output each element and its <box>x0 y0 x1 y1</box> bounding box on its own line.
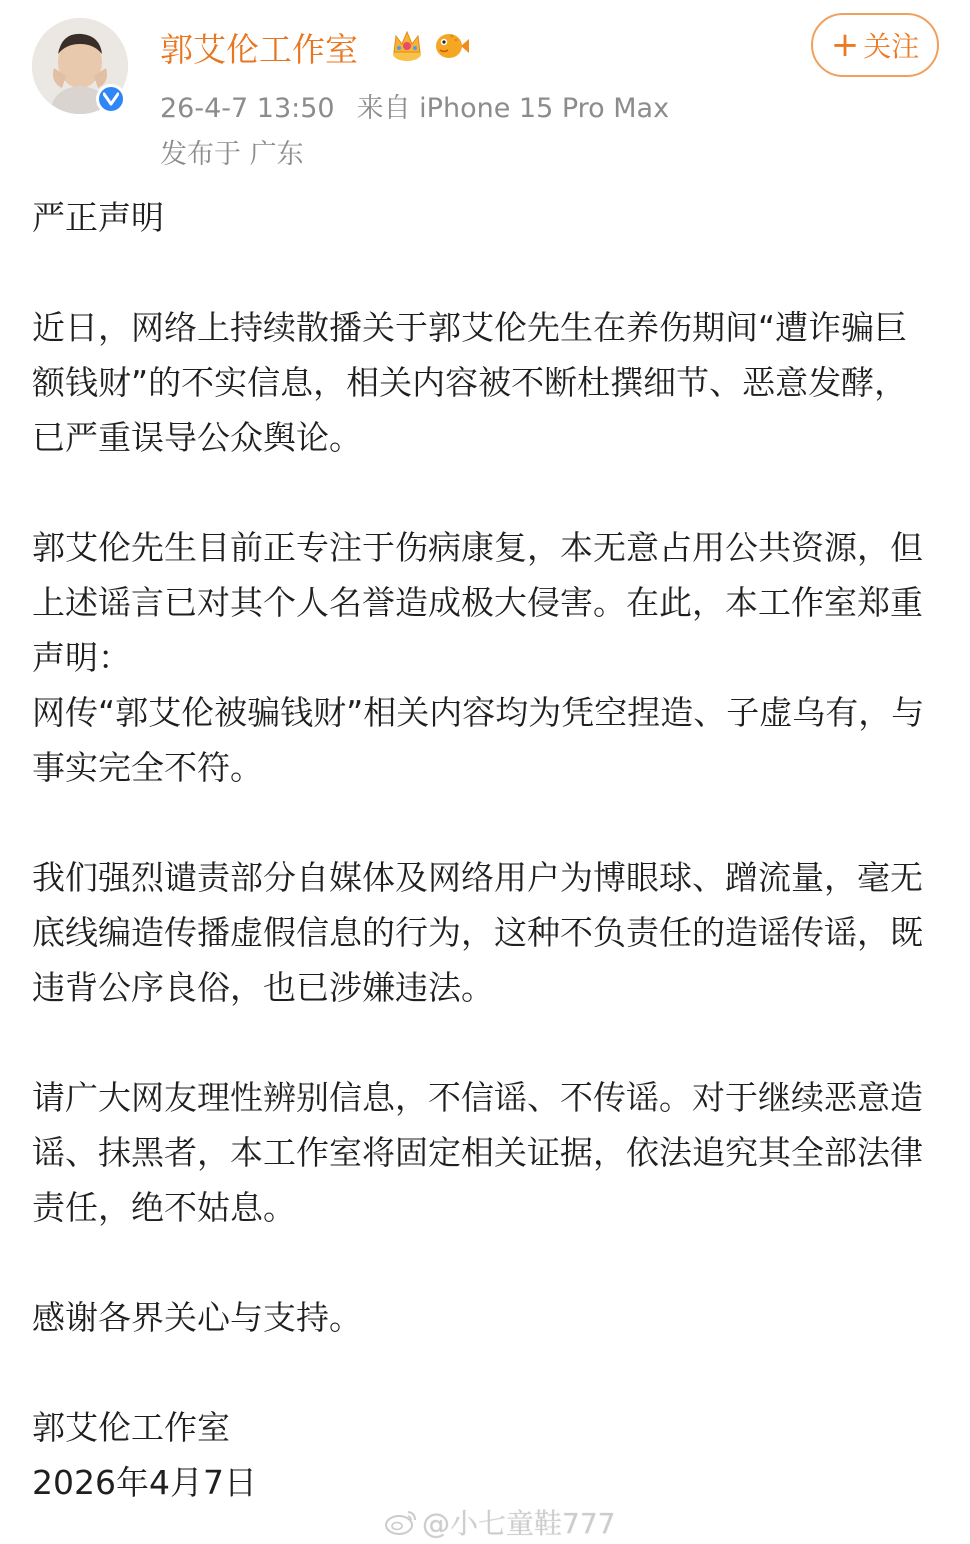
paragraph-2: 郭艾伦先生目前正专注于伤病康复，本无意占用公共资源，但上述谣言已对其个人名誉造成极大侵害。在此，本工作室郑重声明： <box>32 528 923 677</box>
verified-v-icon <box>103 92 119 106</box>
paragraph-1: 近日，网络上持续散播关于郭艾伦先生在养伤期间“遭诈骗巨额钱财”的不实信息，相关内容被不断杜撰细节、恶意发酵，已严重误导公众舆论。 <box>32 308 908 457</box>
follow-label: 关注 <box>863 30 920 63</box>
pufferfish-icon[interactable] <box>432 26 470 64</box>
post-timestamp: 26-4-7 13:50 <box>160 93 335 124</box>
post-header <box>0 0 970 180</box>
signature: 郭艾伦工作室 <box>32 1408 230 1447</box>
crown-icon[interactable] <box>388 26 426 64</box>
author-name[interactable]: 郭艾伦工作室 <box>160 30 358 69</box>
post-location: 发布于 广东 <box>160 139 304 170</box>
post-body <box>32 190 932 1510</box>
plus-icon: + <box>830 25 860 65</box>
watermark <box>384 1502 615 1543</box>
signature-date: 2026年4月7日 <box>32 1463 257 1502</box>
weibo-logo-icon <box>384 1508 418 1543</box>
post-source: 来自 iPhone 15 Pro Max <box>356 93 670 124</box>
post-meta <box>160 86 669 125</box>
paragraph-2-declaration: 网传“郭艾伦被骗钱财”相关内容均为凭空捏造、子虚乌有，与事实完全不符。 <box>32 693 925 787</box>
follow-button[interactable] <box>811 13 939 77</box>
statement-title: 严正声明 <box>32 198 164 237</box>
verified-badge <box>96 84 126 114</box>
paragraph-5: 感谢各界关心与支持。 <box>32 1298 362 1337</box>
watermark-text: @小七童鞋777 <box>422 1507 616 1540</box>
paragraph-3: 我们强烈谴责部分自媒体及网络用户为博眼球、蹭流量，毫无底线编造传播虚假信息的行为，这种不负责任的造谣传谣，既违背公序良俗，也已涉嫌违法。 <box>32 858 923 1007</box>
paragraph-4: 请广大网友理性辨别信息，不信谣、不传谣。对于继续恶意造谣、抹黑者，本工作室将固定相关证据，依法追究其全部法律责任，绝不姑息。 <box>32 1078 923 1227</box>
